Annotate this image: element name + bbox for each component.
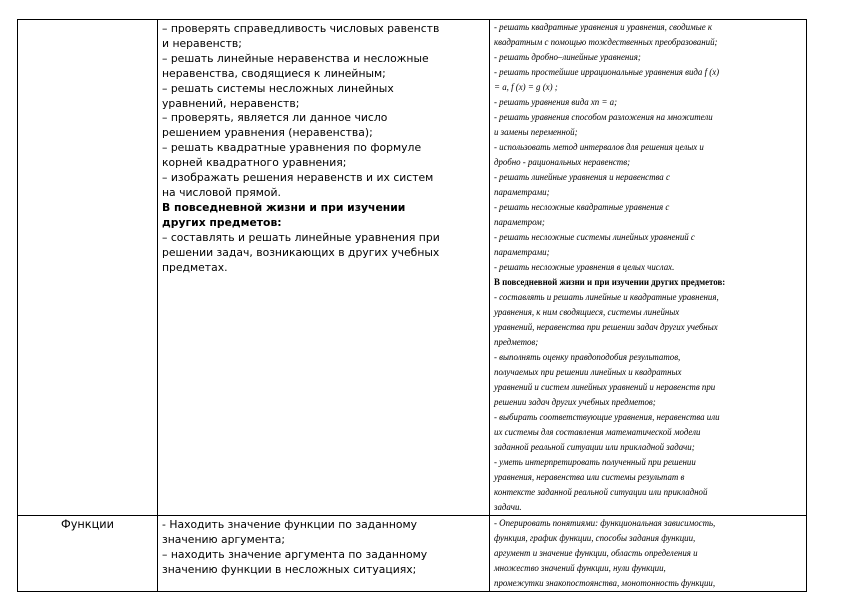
curriculum-table: [17, 19, 807, 592]
advanced-skills-text: [490, 20, 806, 515]
basic-skills-heading: В повседневной жизни и при изучении других предметов:: [162, 200, 406, 229]
topic-label: Функции: [61, 518, 114, 531]
advanced-skills-cell: [490, 516, 807, 592]
basic-skills-list: – проверять справедливость числовых равенств и неравенств; – решать линейные неравенства и несложные неравенства, сводящиеся к линейным; – решать системы несложных линейных уравнений, неравенств; – проверять, является ли данное число решением уравнения (неравенства); – решать квадратные уравнения по формуле корней квадратного уравнения; – изображать решения неравенств и их систем на числовой прямой.: [162, 22, 440, 199]
basic-skills-list: - Находить значение функции по заданному значению аргумента; – находить значение аргумента по заданному значению функции в несложных ситуациях;: [162, 518, 428, 576]
topic-cell: [18, 20, 158, 516]
advanced-skills-cell: [490, 20, 807, 516]
basic-skills-applied-list: – составлять и решать линейные уравнения при решении задач, возникающих в других учебных предметах.: [162, 230, 440, 274]
advanced-skills-list: - решать квадратные уравнения и уравнения, сводимые к квадратным с помощью тождественных преобразований; - решать дробно–линейные уравнения; - решать простейшие иррациональные уравнения вида f (x) = a, f (x) = g (x) ; - решать уравнения вида xn = a; - решать уравнения способом разложения на множители и замены переменной; - использовать метод интервалов для решения целых и дробно - рациональных неравенств; - решать линейные уравнения и неравенства с параметрами; - решать несложные квадратные уравнения с параметром; - решать несложные системы линейных уравнений с параметрами; - решать несложные уравнения в целых числах.: [494, 22, 720, 272]
basic-skills-cell: [158, 20, 490, 516]
advanced-skills-applied-list: - составлять и решать линейные и квадратные уравнения, уравнения, к ним сводящиеся, системы линейных уравнений, неравенства при решении задач других учебных предметов; - выполнять оценку правдоподобия результатов, получаемых при решении линейных и квадратных уравнений и систем линейных уравнений и неравенств при решении задач других учебных предметов; - выбирать соответствующие уравнения, неравенства или их системы для составления математической модели заданной реальной ситуации или прикладной задачи; - уметь интерпретировать полученный при решении уравнения, неравенства или системы результат в контексте заданной реальной ситуации или прикладной задачи.: [494, 292, 720, 512]
advanced-skills-heading: В повседневной жизни и при изучении других предметов:: [494, 277, 726, 287]
topic-cell: [18, 516, 158, 592]
advanced-skills-list: - Оперировать понятиями: функциональная зависимость, функция, график функции, способы задания функции, аргумент и значение функции, область определения и множество значений функции, нули функции, промежутки знакопостоянства, монотонность функции,: [494, 518, 716, 588]
basic-skills-cell: [158, 516, 490, 592]
topic-label: [18, 20, 157, 22]
basic-skills-text: [158, 20, 489, 275]
table-row: [18, 20, 807, 516]
table-row: [18, 516, 807, 592]
